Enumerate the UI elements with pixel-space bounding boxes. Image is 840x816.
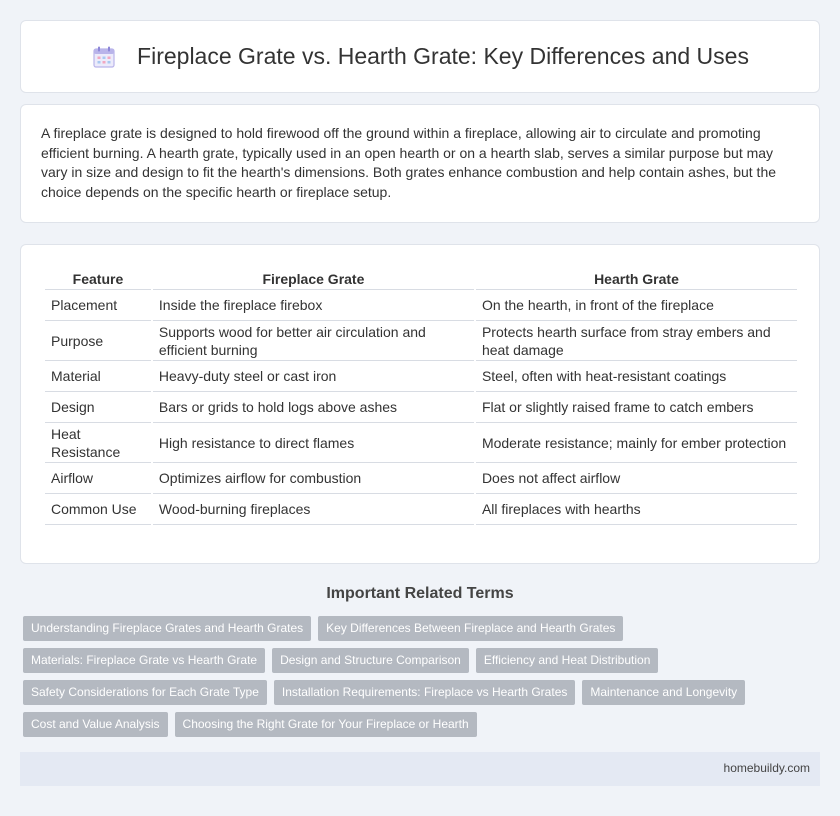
feature-cell: Design [45, 392, 151, 423]
related-term-tag[interactable]: Installation Requirements: Fireplace vs Hearth Grates [274, 680, 575, 705]
page-title: Fireplace Grate vs. Hearth Grate: Key Differences and Uses [137, 43, 749, 69]
fireplace-grate-cell: Wood-burning fireplaces [153, 494, 474, 525]
feature-cell: Material [45, 361, 151, 392]
calendar-icon [91, 44, 117, 70]
header-card [20, 20, 820, 93]
table-row [45, 423, 797, 463]
table-row [45, 290, 797, 321]
fireplace-grate-cell: Bars or grids to hold logs above ashes [153, 392, 474, 423]
related-terms-section [20, 584, 820, 744]
related-term-tag[interactable]: Understanding Fireplace Grates and Hearth Grates [23, 616, 311, 641]
column-header: Feature [45, 264, 151, 290]
table-row [45, 494, 797, 525]
table-row [45, 392, 797, 423]
feature-cell: Heat Resistance [45, 423, 151, 463]
hearth-grate-cell: Protects hearth surface from stray embers and heat damage [476, 321, 797, 361]
related-term-tag[interactable]: Design and Structure Comparison [272, 648, 469, 673]
related-terms-title: Important Related Terms [326, 585, 514, 602]
comparison-table-card [20, 244, 820, 564]
hearth-grate-cell: All fireplaces with hearths [476, 494, 797, 525]
feature-cell: Common Use [45, 494, 151, 525]
footer-bar [20, 752, 820, 786]
related-term-tag[interactable]: Materials: Fireplace Grate vs Hearth Grate [23, 648, 265, 673]
related-term-tag[interactable]: Choosing the Right Grate for Your Fireplace or Hearth [175, 712, 477, 737]
column-header: Fireplace Grate [153, 264, 474, 290]
hearth-grate-cell: Moderate resistance; mainly for ember protection [476, 423, 797, 463]
hearth-grate-cell: Steel, often with heat-resistant coatings [476, 361, 797, 392]
table-header-row [45, 264, 797, 290]
title-wrap [91, 43, 749, 70]
fireplace-grate-cell: Inside the fireplace firebox [153, 290, 474, 321]
footer-site-link[interactable]: homebuildy.com [723, 761, 810, 775]
related-term-tag[interactable]: Cost and Value Analysis [23, 712, 168, 737]
feature-cell: Purpose [45, 321, 151, 361]
related-term-tag[interactable]: Safety Considerations for Each Grate Type [23, 680, 267, 705]
related-terms-tags [20, 616, 820, 744]
related-term-tag[interactable]: Efficiency and Heat Distribution [476, 648, 659, 673]
related-term-tag[interactable]: Maintenance and Longevity [582, 680, 745, 705]
table-row [45, 463, 797, 494]
hearth-grate-cell: On the hearth, in front of the fireplace [476, 290, 797, 321]
fireplace-grate-cell: Optimizes airflow for combustion [153, 463, 474, 494]
related-term-tag[interactable]: Key Differences Between Fireplace and Hearth Grates [318, 616, 623, 641]
fireplace-grate-cell: High resistance to direct flames [153, 423, 474, 463]
fireplace-grate-cell: Supports wood for better air circulation and efficient burning [153, 321, 474, 361]
intro-card [20, 104, 820, 223]
hearth-grate-cell: Does not affect airflow [476, 463, 797, 494]
table-row [45, 361, 797, 392]
table-row [45, 321, 797, 361]
hearth-grate-cell: Flat or slightly raised frame to catch embers [476, 392, 797, 423]
feature-cell: Airflow [45, 463, 151, 494]
comparison-table [43, 264, 799, 525]
intro-paragraph: A fireplace grate is designed to hold firewood off the ground within a fireplace, allowing air to circulate and promoting efficient burning. A hearth grate, typically used in an open hearth or on a hearth slab, serves a similar purpose but may vary in size and design to fit the hearth's dimensions. Both grates enhance combustion and help contain ashes, but the choice depends on the specific hearth or fireplace setup. [41, 125, 777, 200]
fireplace-grate-cell: Heavy-duty steel or cast iron [153, 361, 474, 392]
column-header: Hearth Grate [476, 264, 797, 290]
feature-cell: Placement [45, 290, 151, 321]
